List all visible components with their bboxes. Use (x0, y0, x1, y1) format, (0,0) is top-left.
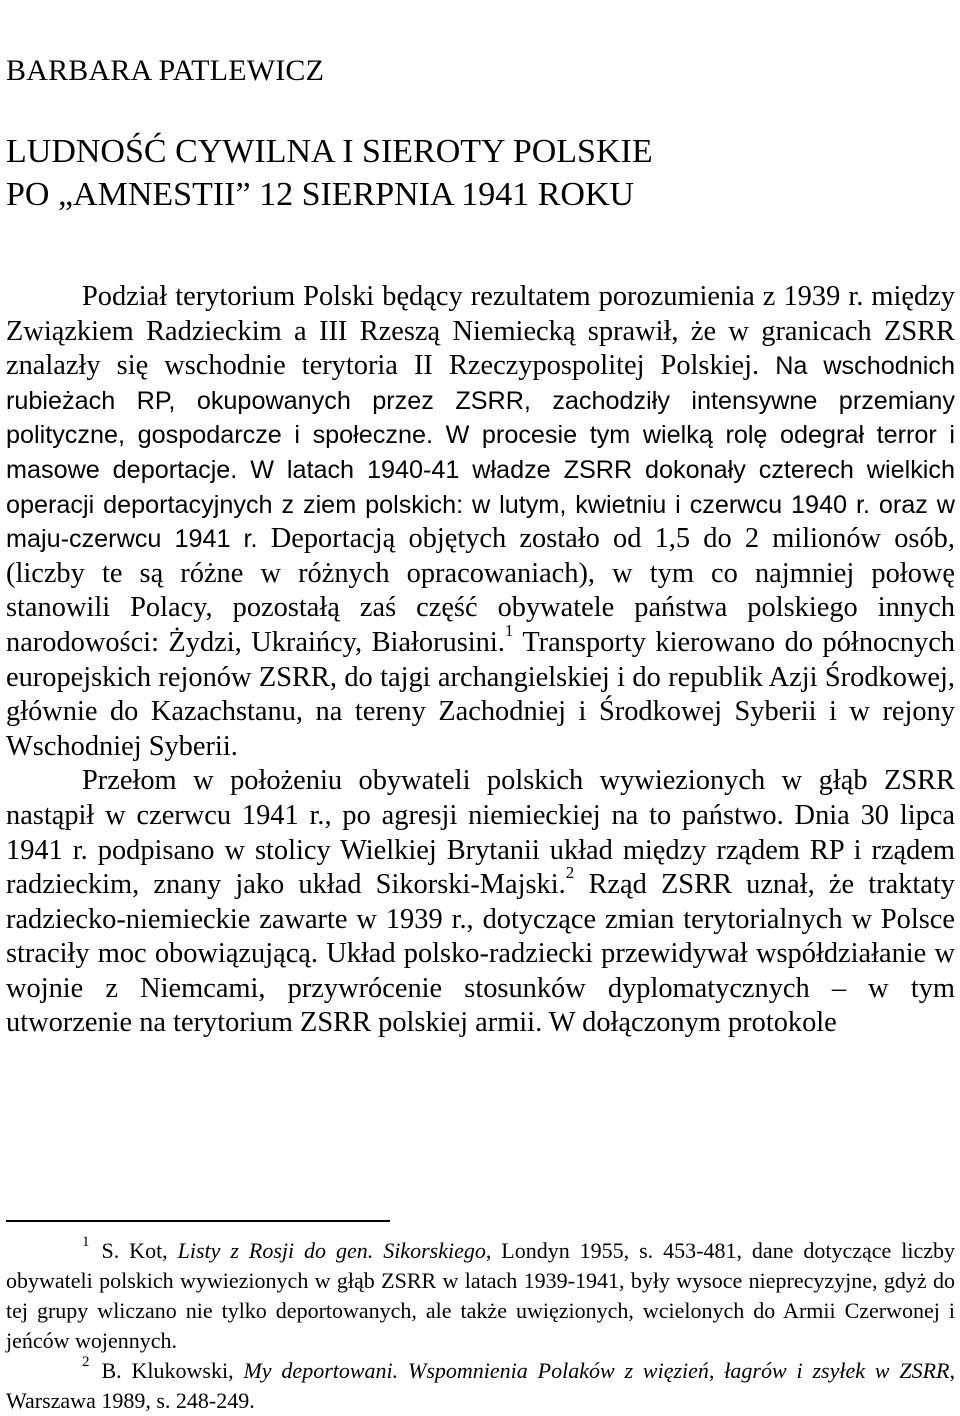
paragraph-2 (6, 764, 955, 1041)
p1-text-b: Na wschodnich rubieżach RP, okupowanych przez ZSRR, zachodziły intensywne przemiany polityczne, gospodarcze i społeczne. W procesie tym wielką rolę odegrał terror i masowe deportacje. W latach 1940-41 władze ZSRR dokonały czterech wielkich operacji deportacyjnych z ziem polskich: w lutym, kwietniu i czerwcu 1940 r. oraz w maju-czerwcu 1941 r. (6, 352, 955, 554)
footnote-2-rest: , Warszawa 1989, s. 248-249. (6, 1358, 955, 1413)
footnote-separator (6, 1220, 390, 1222)
footnote-2-number: 2 (82, 1354, 90, 1370)
footnote-2-title: My deportowani. Wspomnienia Polaków z więzień, łagrów i zsyłek w ZSRR (243, 1358, 950, 1383)
footnote-1-title: Listy z Rosji do gen. Sikorskiego (177, 1238, 486, 1263)
footnote-1 (6, 1236, 955, 1356)
p1-text-a: Podział terytorium Polski będący rezultatem porozumienia z 1939 r. między Związkiem Radzieckim a III Rzeszą Niemiecką sprawił, że w granicach ZSRR znalazły się wschodnie terytoria II Rzeczypospolitej Polskiej. (6, 281, 955, 382)
article-title (6, 130, 653, 216)
title-line-1: LUDNOŚĆ CYWILNA I SIEROTY POLSKIE (6, 133, 653, 170)
p2-text-b: Rząd ZSRR uznał, że traktaty radziecko-niemieckie zawarte w 1939 r., dotyczące zmian terytorialnych w Polsce straciły moc obowiązującą. Układ polsko-radziecki przewidywał współdziałanie w wojnie z Niemcami, przywrócenie stosunków dyplomatycznych – w tym utworzenie na terytorium ZSRR polskiej armii. W dołączonym protokole (6, 869, 955, 1039)
footnote-1-author: S. Kot, (101, 1238, 168, 1263)
footnote-2-author: B. Klukowski, (101, 1358, 234, 1383)
footnote-ref-2[interactable]: 2 (565, 863, 575, 883)
article-body (6, 280, 955, 1041)
footnote-2 (6, 1356, 955, 1416)
footnote-1-number: 1 (82, 1234, 90, 1250)
author-name: BARBARA PATLEWICZ (6, 54, 325, 87)
p1-text-c: Deportacją objętych zostało od 1,5 do 2 milionów osób, (liczby te są różne w różnych opracowaniach), w tym co najmniej połowę stanowili Polacy, pozostałą zaś część obywatele państwa polskiego innych narodowości: Żydzi, Ukraińcy, Białorusini. (6, 523, 955, 658)
footnote-1-rest: , Londyn 1955, s. 453-481, dane dotyczące liczby obywateli polskich wywiezionych w głąb ZSRR w latach 1939-1941, były wysoce nieprecyzyjne, gdyż do tej grupy wliczano nie tylko deportowanych, ale także uwięzionych, wcielonych do Armii Czerwonej i jeńców wojennych. (6, 1238, 955, 1353)
footnotes (6, 1236, 955, 1416)
p1-text-d: Transporty kierowano do północnych europejskich rejonów ZSRR, do tajgi archangielskiej i do republik Azji Środkowej, głównie do Kazachstanu, na tereny Zachodniej i Środkowej Syberii i w rejony Wschodniej Syberii. (6, 626, 955, 762)
p2-text-a: Przełom w położeniu obywateli polskich wywiezionych w głąb ZSRR nastąpił w czerwcu 1941 r., po agresji niemieckiej na to państwo. Dnia 30 lipca 1941 r. podpisano w stolicy Wielkiej Brytanii układ między rządem RP i rządem radzieckim, znany jako układ Sikorski-Majski. (6, 765, 955, 901)
title-line-2: PO „AMNESTII” 12 SIERPNIA 1941 ROKU (6, 176, 635, 213)
paragraph-1 (6, 280, 955, 764)
footnote-ref-1[interactable]: 1 (504, 620, 514, 640)
